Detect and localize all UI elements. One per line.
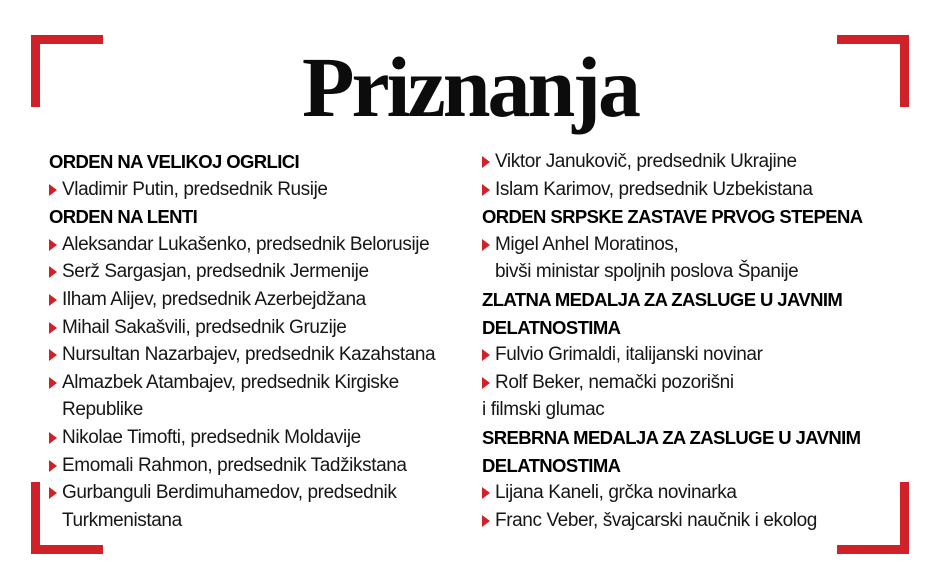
line-text: DELATNOSTIMA (482, 316, 621, 338)
line-text: i filmski glumac (482, 399, 605, 421)
line-text: Migel Anhel Moratinos, (495, 233, 679, 255)
award-list-line (482, 176, 863, 204)
line-text: Emomali Rahmon, predsednik Tadžikstana (62, 454, 407, 476)
award-header-line (482, 452, 863, 480)
line-text: ORDEN NA LENTI (49, 206, 198, 228)
award-list-line (49, 286, 482, 314)
bullet-arrow-icon (49, 349, 57, 361)
bullet-arrow-icon (49, 460, 57, 472)
award-list-line (482, 507, 863, 535)
line-text: Rolf Beker, nemački pozorišni (495, 371, 734, 393)
award-list-line (482, 341, 863, 369)
award-header-line (49, 203, 482, 231)
bullet-arrow-icon (482, 239, 490, 251)
line-text: ORDEN SRPSKE ZASTAVE PRVOG STEPENA (482, 206, 863, 228)
award-list-line (482, 479, 863, 507)
award-list-line (49, 314, 482, 342)
bullet-arrow-icon (482, 184, 490, 196)
line-text: bivši ministar spoljnih poslova Španije (495, 261, 799, 283)
page-title: Priznanja (301, 39, 639, 135)
award-list-line (49, 176, 482, 204)
line-text: Gurbanguli Berdimuhamedov, predsednik (62, 482, 397, 504)
bullet-arrow-icon (49, 377, 57, 389)
line-text: Nursultan Nazarbajev, predsednik Kazahstana (62, 344, 436, 366)
bullet-arrow-icon (482, 349, 490, 361)
bullet-arrow-icon (482, 515, 490, 527)
award-header-line (482, 424, 863, 452)
award-list-line (49, 424, 482, 452)
award-list-line (49, 507, 482, 535)
award-list-line (482, 231, 863, 259)
bullet-arrow-icon (49, 322, 57, 334)
line-text: Vladimir Putin, predsednik Rusije (62, 178, 328, 200)
award-list-line (482, 369, 863, 397)
bullet-arrow-icon (49, 294, 57, 306)
bullet-arrow-icon (482, 487, 490, 499)
award-list-line (49, 258, 482, 286)
line-text: Nikolae Timofti, predsednik Moldavije (62, 426, 361, 448)
award-list-line (49, 231, 482, 259)
bullet-arrow-icon (49, 266, 57, 278)
line-text: Lijana Kaneli, grčka novinarka (495, 482, 737, 504)
right-column (482, 148, 863, 534)
line-text: Fulvio Grimaldi, italijanski novinar (495, 344, 763, 366)
line-text: Almazbek Atambajev, predsednik Kirgiske (62, 371, 399, 393)
bullet-arrow-icon (482, 377, 490, 389)
awards-list (49, 148, 910, 534)
line-text: SREBRNA MEDALJA ZA ZASLUGE U JAVNIM (482, 426, 861, 448)
bullet-arrow-icon (49, 184, 57, 196)
left-column (49, 148, 482, 534)
award-list-line (49, 396, 482, 424)
line-text: ORDEN NA VELIKOJ OGRLICI (49, 151, 300, 172)
line-text: Viktor Janukovič, predsednik Ukrajine (495, 151, 797, 172)
line-text: Aleksandar Lukašenko, predsednik Belorusije (62, 233, 430, 255)
award-list-line (482, 148, 863, 176)
award-list-line (49, 341, 482, 369)
award-list-line (49, 369, 482, 397)
line-text: Islam Karimov, predsednik Uzbekistana (495, 178, 813, 200)
award-header-line (482, 203, 863, 231)
award-list-line (49, 452, 482, 480)
line-text: Republike (62, 399, 143, 421)
award-header-line (49, 148, 482, 176)
line-text: Turkmenistana (62, 509, 182, 531)
line-text: Ilham Alijev, predsednik Azerbejdžana (62, 288, 366, 310)
award-list-line (49, 479, 482, 507)
award-header-line (482, 286, 863, 314)
bullet-arrow-icon (49, 239, 57, 251)
line-text: Franc Veber, švajcarski naučnik i ekolog (495, 509, 817, 531)
award-list-line (482, 396, 863, 424)
bullet-arrow-icon (49, 432, 57, 444)
line-text: ZLATNA MEDALJA ZA ZASLUGE U JAVNIM (482, 288, 843, 310)
bullet-arrow-icon (482, 156, 490, 168)
line-text: Mihail Sakašvili, predsednik Gruzije (62, 316, 347, 338)
award-list-line (482, 258, 863, 286)
award-header-line (482, 314, 863, 342)
line-text: Serž Sargasjan, predsednik Jermenije (62, 261, 369, 283)
bullet-arrow-icon (49, 487, 57, 499)
line-text: DELATNOSTIMA (482, 454, 621, 476)
